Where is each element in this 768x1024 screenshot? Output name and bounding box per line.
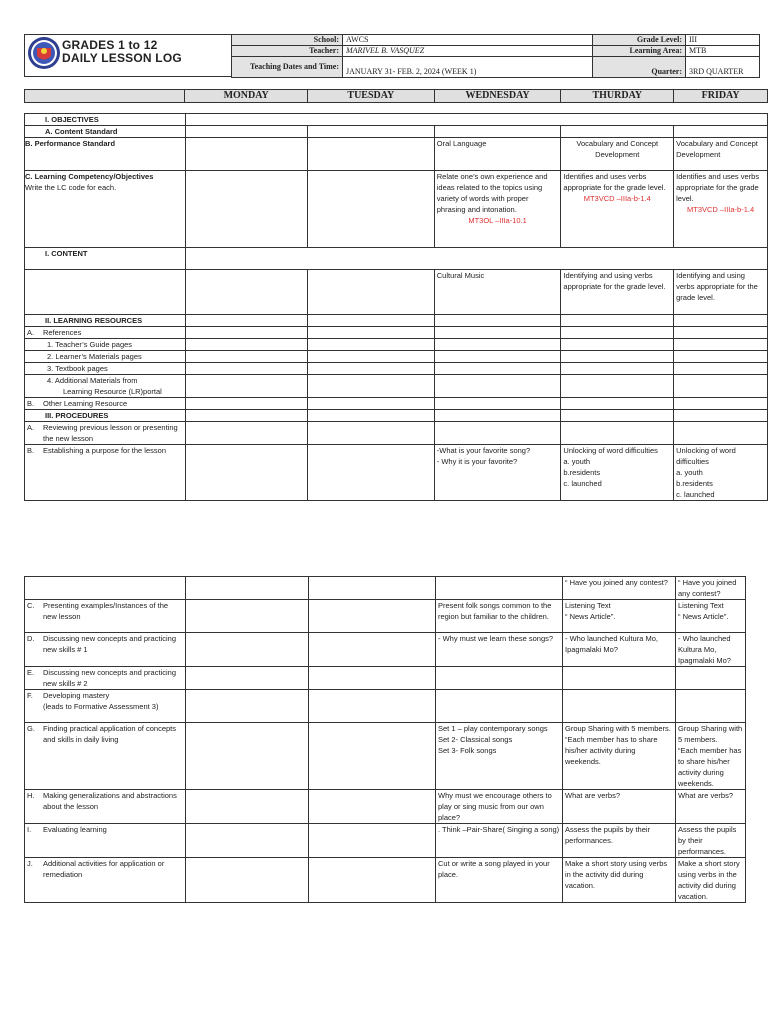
header-info-table: [231, 34, 760, 78]
cell: [434, 351, 561, 363]
ref-textbook: 3. Textbook pages: [47, 364, 108, 373]
title-line-1: GRADES 1 to 12: [62, 38, 158, 52]
cell: [25, 577, 186, 600]
cell: [186, 600, 309, 633]
cell: [434, 398, 561, 410]
cell: [676, 667, 746, 690]
g-friday: Group Sharing with 5 members. “Each member has to share his/her activity during weekends.: [676, 723, 746, 790]
cell: [561, 351, 674, 363]
competency-label: C. Learning Competency/Objectives: [25, 172, 154, 181]
pb-friday: Unlocking of word difficulties a. youth b.residents c. launched: [674, 445, 768, 501]
cell: [185, 351, 308, 363]
proc-e-label: [25, 667, 186, 690]
lc-thursday-text: Identifies and uses verbs appropriate for the grade level.: [563, 172, 666, 192]
ref-additional: [25, 375, 186, 398]
lc-thursday-code: MT3VCD –IIIa-b-1.4: [583, 194, 651, 203]
cell: [309, 858, 436, 903]
d-friday: - Who launched Kultura Mo, Ipagmalaki Mo?: [676, 633, 746, 667]
cell: [436, 690, 563, 723]
cell: [561, 363, 674, 375]
cell: [434, 339, 561, 351]
ref-additional-2: Learning Resource (LR)portal: [63, 387, 162, 396]
proc-a-text: Reviewing previous lesson or presenting the new lesson: [43, 423, 178, 443]
cell: [674, 410, 768, 422]
cell: [434, 422, 561, 445]
document-title: [62, 39, 182, 65]
cell: [309, 667, 436, 690]
proc-i-key: I.: [27, 825, 32, 834]
cell: [185, 422, 308, 445]
grade-label: Grade Level:: [593, 35, 686, 46]
proc-d-key: D.: [27, 634, 35, 643]
cell: [185, 171, 308, 248]
cell: [308, 375, 435, 398]
lesson-table-page2: [24, 576, 746, 903]
cell: [309, 824, 436, 858]
cell: [434, 375, 561, 398]
other-key: B.: [27, 399, 35, 408]
proc-b-label: [25, 445, 186, 501]
resources-heading: II. LEARNING RESOURCES: [25, 315, 186, 327]
h-thursday: What are verbs?: [563, 790, 676, 824]
ref-key: A.: [27, 328, 35, 337]
cell: [308, 339, 435, 351]
dates-value: JANUARY 31- FEB. 2, 2024 (WEEK 1): [343, 57, 593, 78]
day-wednesday: WEDNESDAY: [434, 90, 561, 103]
cell: [186, 633, 309, 667]
ref-teachers-guide: 1. Teacher’s Guide pages: [47, 340, 133, 349]
title-line-2: DAILY LESSON LOG: [62, 51, 182, 65]
cell: [436, 577, 563, 600]
cell: [308, 126, 435, 138]
proc-g-key: G.: [27, 724, 35, 733]
cell: [185, 363, 308, 375]
cell: [185, 138, 308, 171]
cell: [434, 363, 561, 375]
cell: [186, 723, 309, 790]
lc-friday: [674, 171, 768, 248]
lc-friday-text: Identifies and uses verbs appropriate for the grade level.: [676, 172, 760, 203]
cell: [308, 138, 435, 171]
cell: [561, 327, 674, 339]
cell: [185, 339, 308, 351]
cell: [434, 315, 561, 327]
other-text: Other Learning Resource: [43, 399, 128, 408]
quarter-value: 3RD QUARTER: [686, 57, 760, 78]
day-friday: FRIDAY: [674, 90, 768, 103]
cell: [186, 858, 309, 903]
cell: [186, 790, 309, 824]
d-wednesday: - Why must we learn these songs?: [436, 633, 563, 667]
cell: [674, 398, 768, 410]
cell: [185, 126, 308, 138]
cell: [309, 600, 436, 633]
cell: [309, 577, 436, 600]
proc-b-text: Establishing a purpose for the lesson: [43, 446, 166, 455]
j-friday: Make a short story using verbs in the activity did during vacation.: [676, 858, 746, 903]
performance-standard-label: B. Performance Standard: [25, 138, 186, 171]
cell: [309, 633, 436, 667]
cell: [563, 690, 676, 723]
proc-c-text: Presenting examples/Instances of the new lesson: [43, 601, 169, 621]
area-value: MTB: [686, 46, 760, 57]
cell: [674, 339, 768, 351]
school-label: School:: [232, 35, 343, 46]
cell: [561, 375, 674, 398]
content-friday: Identifying and using verbs appropriate for the grade level.: [674, 270, 768, 315]
i-friday: Assess the pupils by their performances.: [676, 824, 746, 858]
proc-g-text: Finding practical application of concepts and skills in daily living: [43, 724, 176, 744]
cont-thursday: “ Have you joined any contest?: [563, 577, 676, 600]
content-span: [185, 248, 767, 270]
days-header: [24, 89, 768, 103]
cell: [434, 126, 561, 138]
proc-c-label: [25, 600, 186, 633]
day-thursday: THURDAY: [561, 90, 674, 103]
cell: [436, 667, 563, 690]
ref-learners-materials: 2. Learner’s Materials pages: [47, 352, 142, 361]
cell: [434, 410, 561, 422]
teacher-label: Teacher:: [232, 46, 343, 57]
h-friday: What are verbs?: [676, 790, 746, 824]
cell: [309, 790, 436, 824]
cell: [308, 445, 435, 501]
grade-value: III: [686, 35, 760, 46]
proc-c-key: C.: [27, 601, 35, 610]
cell: [434, 327, 561, 339]
proc-h-key: H.: [27, 791, 35, 800]
cell: [308, 422, 435, 445]
ps-thursday: Vocabulary and Concept Development: [576, 139, 659, 159]
cell: [186, 667, 309, 690]
proc-h-label: [25, 790, 186, 824]
cell: [308, 327, 435, 339]
proc-h-text: Making generalizations and abstractions about the lesson: [43, 791, 177, 811]
lc-wednesday-code: MT3OL –IIIa-10.1: [468, 216, 527, 225]
lc-wednesday-text: Relate one’s own experience and ideas related to the topics using variety of words with proper phrasing and intonation.: [436, 172, 548, 214]
proc-j-key: J.: [27, 859, 33, 868]
proc-g-label: [25, 723, 186, 790]
lc-wednesday: [434, 171, 561, 248]
day-monday: MONDAY: [185, 90, 308, 103]
cell: [185, 445, 308, 501]
cell: [676, 690, 746, 723]
cell: [308, 351, 435, 363]
cell: [185, 315, 308, 327]
objectives-span: [185, 114, 767, 126]
cell: [185, 327, 308, 339]
cell: [185, 398, 308, 410]
j-thursday: Make a short story using verbs in the activity did during vacation.: [563, 858, 676, 903]
cell: [674, 126, 768, 138]
competency-note: Write the LC code for each.: [25, 183, 117, 192]
days-corner: [25, 90, 185, 103]
cell: [561, 410, 674, 422]
cell: [308, 363, 435, 375]
cell: [186, 690, 309, 723]
cont-friday: “ Have you joined any contest?: [676, 577, 746, 600]
competency-cell: [25, 171, 186, 248]
proc-d-label: [25, 633, 186, 667]
g-wednesday: Set 1 – play contemporary songs Set 2- Classical songs Set 3- Folk songs: [436, 723, 563, 790]
cell: [308, 398, 435, 410]
proc-j-label: [25, 858, 186, 903]
proc-e-key: E.: [27, 668, 35, 677]
area-label: Learning Area:: [593, 46, 686, 57]
c-friday: Listening Text “ News Article”.: [676, 600, 746, 633]
proc-j-text: Additional activities for application or remediation: [43, 859, 165, 879]
proc-f-key: F.: [27, 691, 33, 700]
proc-a-key: A.: [27, 423, 35, 432]
c-wednesday: Present folk songs common to the region but familiar to the children.: [436, 600, 563, 633]
cell: [185, 410, 308, 422]
ps-friday: Vocabulary and Concept Development: [674, 138, 768, 171]
dates-label: Teaching Dates and Time:: [232, 57, 343, 78]
content-wednesday: Cultural Music: [434, 270, 561, 315]
school-value: AWCS: [343, 35, 593, 46]
day-tuesday: TUESDAY: [308, 90, 435, 103]
cell: [185, 375, 308, 398]
deped-seal-icon: [27, 36, 61, 70]
cell: [561, 315, 674, 327]
cell: [561, 398, 674, 410]
j-wednesday: Cut or write a song played in your place.: [436, 858, 563, 903]
c-thursday: Listening Text “ News Article”.: [563, 600, 676, 633]
cell: [674, 315, 768, 327]
lc-friday-code: MT3VCD –IIIa-b-1.4: [687, 205, 755, 214]
cell: [674, 422, 768, 445]
references-label: [25, 327, 186, 339]
lesson-table-page1: [24, 113, 768, 501]
cell: [186, 824, 309, 858]
g-thursday: Group Sharing with 5 members. “Each member has to share his/her activity during weekends.: [563, 723, 676, 790]
cell: [674, 375, 768, 398]
content-standard-label: A. Content Standard: [25, 126, 186, 138]
cell: [308, 171, 435, 248]
cell: [185, 270, 308, 315]
teacher-value: MARIVEL B. VASQUEZ: [343, 46, 593, 57]
pb-thursday: Unlocking of word difficulties a. youth b.residents c. launched: [561, 445, 674, 501]
proc-a-label: [25, 422, 186, 445]
lc-thursday: [561, 171, 674, 248]
proc-i-label: [25, 824, 186, 858]
ref-text: References: [43, 328, 82, 337]
cell: [308, 315, 435, 327]
i-thursday: Assess the pupils by their performances.: [563, 824, 676, 858]
pb-wednesday: -What is your favorite song? - Why it is your favorite?: [434, 445, 561, 501]
proc-f-label: [25, 690, 186, 723]
cell: [309, 723, 436, 790]
cell: [309, 690, 436, 723]
d-thursday: - Who launched Kultura Mo, Ipagmalaki Mo?: [563, 633, 676, 667]
proc-i-text: Evaluating learning: [43, 825, 107, 834]
cell: [561, 339, 674, 351]
i-wednesday: . Think –Pair-Share( Singing a song): [436, 824, 563, 858]
cell: [561, 126, 674, 138]
quarter-label: Quarter:: [593, 57, 686, 78]
proc-f-text: Developing mastery (leads to Formative Assessment 3): [43, 691, 159, 711]
cell: [674, 363, 768, 375]
cell: [308, 410, 435, 422]
cell: [186, 577, 309, 600]
cell: [308, 270, 435, 315]
cell: [25, 270, 186, 315]
content-heading: I. CONTENT: [25, 248, 186, 270]
other-resources-label: [25, 398, 186, 410]
cell: [563, 667, 676, 690]
h-wednesday: Why must we encourage others to play or sing music from our own place?: [436, 790, 563, 824]
proc-e-text: Discussing new concepts and practicing new skills # 2: [43, 668, 176, 688]
content-thursday: Identifying and using verbs appropriate for the grade level.: [561, 270, 674, 315]
cell: [674, 327, 768, 339]
proc-d-text: Discussing new concepts and practicing new skills # 1: [43, 634, 176, 654]
cell: [674, 351, 768, 363]
procedures-heading: III. PROCEDURES: [25, 410, 186, 422]
cell: [561, 422, 674, 445]
ref-additional-1: 4. Additional Materials from: [47, 376, 138, 385]
objectives-heading: I. OBJECTIVES: [25, 114, 186, 126]
ps-wednesday: Oral Language: [434, 138, 561, 171]
proc-b-key: B.: [27, 446, 35, 455]
